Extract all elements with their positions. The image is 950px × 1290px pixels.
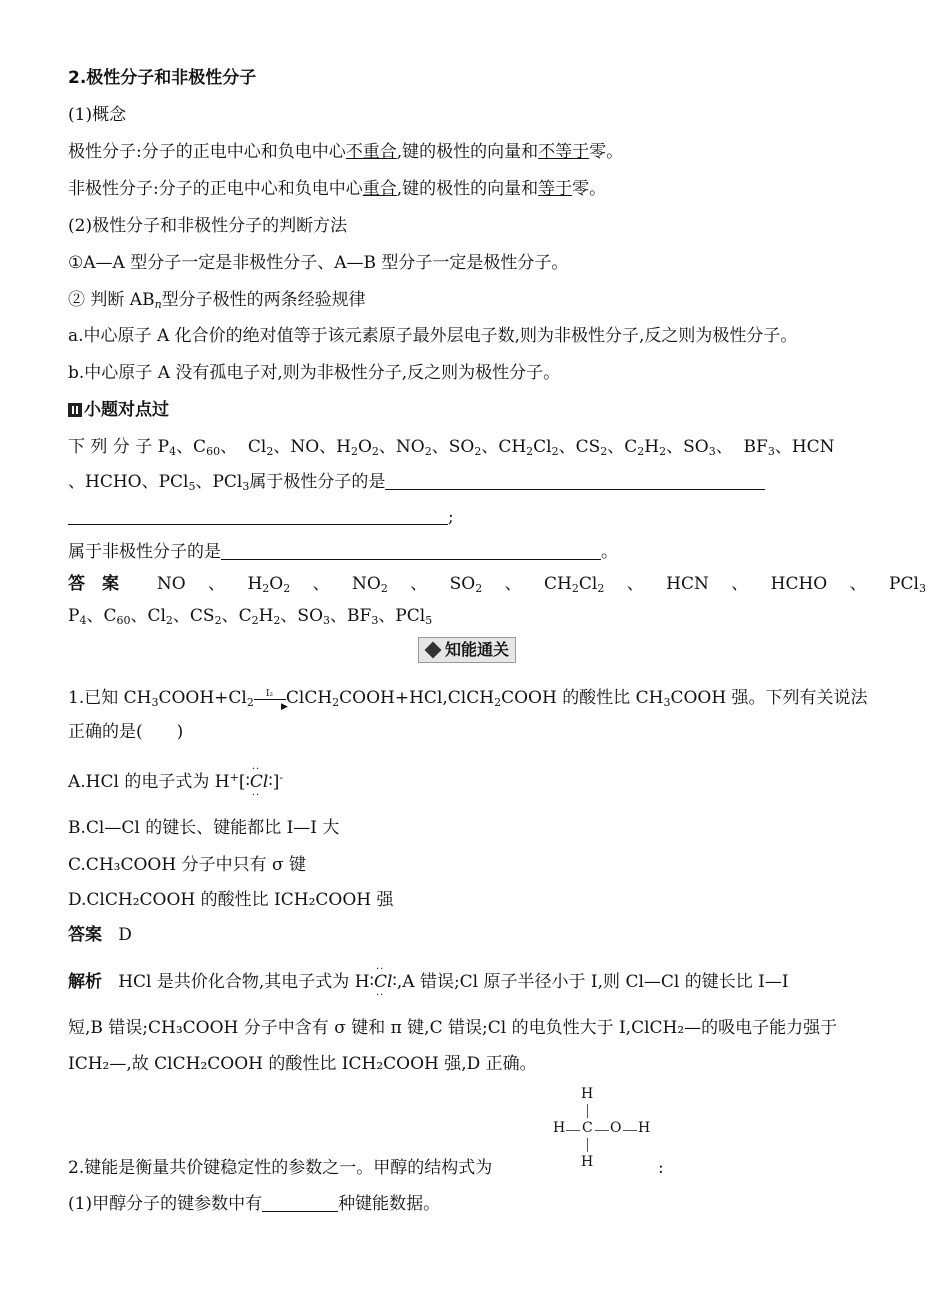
answer-value: D: [118, 925, 132, 945]
q1-option-b: B.Cl—Cl 的键长、键能都比 I—I 大: [68, 818, 340, 838]
text: 1.已知 CH: [68, 688, 152, 708]
atom-h-left: H: [553, 1120, 566, 1136]
underlined-term: 等于: [538, 179, 573, 199]
text: ,键的极性的向量和: [396, 179, 539, 199]
text: (1)甲醇分子的键参数中有: [68, 1194, 263, 1214]
rule-1: ①A—A 型分子一定是非极性分子、A—B 型分子一定是极性分子。: [68, 253, 569, 273]
q1-option-c: C.CH₃COOH 分子中只有 σ 键: [68, 855, 306, 875]
polar-definition: [68, 140, 623, 164]
q1-option-d: D.ClCH₂COOH 的酸性比 ICH₂COOH 强: [68, 890, 394, 910]
quiz-heading: [68, 398, 169, 422]
subscript-n: n: [154, 298, 162, 311]
q1-analysis-line-3: ICH₂—,故 ClCH₂COOH 的酸性比 ICH₂COOH 强,D 正确。: [68, 1054, 537, 1074]
answer-blank[interactable]: [68, 506, 448, 525]
text: A.HCl 的电子式为 H: [68, 772, 230, 792]
section-title: 2.极性分子和非极性分子: [68, 68, 257, 88]
q1-stem-line-2: 正确的是( ): [68, 722, 184, 742]
quiz-tag-icon: [68, 403, 82, 417]
answer-label: 答 案: [68, 574, 119, 594]
text: COOH 强。下列有关说法: [670, 688, 868, 708]
answer-blank[interactable]: [262, 1193, 338, 1212]
answer-label: 答案: [68, 925, 102, 945]
text: 极性分子:分子的正电中心和负电中心: [68, 142, 346, 162]
nonpolar-definition: [68, 177, 606, 201]
q1-analysis-line-1: 解析 HCl 是共价化合物,其电子式为 H∶·· Cl ··∶,A 错误;Cl 原子半径小于 I,则 Cl—Cl 的键长比 I—I: [68, 970, 789, 994]
underlined-term: 不重合: [345, 142, 397, 162]
quiz-question-line-4: 属于非极性分子的是 。: [68, 542, 618, 562]
q2-stem-colon: :: [658, 1158, 664, 1178]
underlined-term: 不等于: [538, 142, 590, 162]
text: 种键能数据。: [338, 1194, 441, 1214]
text: HCl 是共价化合物,其电子式为 H: [118, 972, 370, 992]
methanol-structural-formula: [548, 1086, 658, 1176]
text: 2.键能是衡量共价键稳定性的参数之一。甲醇的结构式为: [68, 1158, 493, 1178]
reaction-condition: I₂: [265, 689, 274, 699]
answer-blank[interactable]: [221, 541, 601, 560]
text: 非极性分子:分子的正电中心和负电中心: [68, 179, 363, 199]
text: 零。: [572, 179, 607, 199]
quiz-question-line-2: 、HCHO、PCl$_5$、PCl$_3$属于极性分子的是: [68, 470, 765, 494]
quiz-answer-line-1: 答 案 NO 、 $H_2O_2$ 、 $NO_2$ 、 $SO_2$ 、 $CH_2Cl_2$ 、 HCN 、 HCHO 、 PCl$_3$: [68, 574, 926, 595]
answer-blank[interactable]: [385, 471, 765, 490]
atom-h-top: H: [581, 1086, 594, 1102]
rule-b: b.中心原子 A 没有孤电子对,则为非极性分子,反之则为极性分子。: [68, 363, 561, 383]
text: ② 判断 AB: [68, 290, 155, 310]
analysis-label: 解析: [68, 972, 102, 992]
atom-o: O: [610, 1120, 622, 1136]
text: 属于非极性分子的是: [68, 542, 221, 562]
atom-h-bottom: H: [581, 1154, 594, 1170]
q1-stem-line-1: 1.已知 $CH_3COOH+Cl_2$ ▶ I₂ ClCH$_2$COOH+HCl,ClCH$_2$COOH 的酸性比 $CH_3COOH$ 强。下列有关说法: [68, 686, 868, 710]
text: 的酸性比 CH: [562, 688, 664, 708]
quiz-question-line-3: ;: [68, 505, 454, 529]
text: 小题对点过: [84, 400, 169, 420]
text: ,键的极性的向量和: [396, 142, 539, 162]
q2-stem: [68, 1156, 492, 1180]
rule-2-heading: [68, 288, 366, 312]
method-heading: (2)极性分子和非极性分子的判断方法: [68, 216, 348, 236]
text: ,A 错误;Cl 原子半径小于 I,则 Cl—Cl 的键长比 I—I: [396, 972, 789, 992]
text: 零。: [589, 142, 624, 162]
concept-heading: (1)概念: [68, 105, 127, 125]
text: 属于极性分子的是: [249, 472, 386, 492]
q1-option-a: A.HCl 的电子式为 H+[∶·· Cl ··∶]-: [68, 770, 283, 794]
underlined-term: 重合: [362, 179, 397, 199]
quiz-answer-line-2: $P_4$、$C_{60}$、$Cl_2$、$CS_2$、$C_2H_2$、$SO_3$、$BF_3$、PCl$_5$: [68, 606, 433, 627]
text: 知能通关: [445, 640, 510, 659]
section-heading: [418, 637, 516, 663]
text: 型分子极性的两条经验规律: [161, 290, 366, 310]
quiz-question-line-1: 下 列 分 子 $P_4$、$C_{60}$、 $Cl_2$、NO、$H_2O_2$、$NO_2$、$SO_2$、$CH_2Cl_2$、$CS_2$、$C_2H_2$、$SO_3$、 $BF_3$、HCN: [68, 437, 835, 458]
atom-h-right: H: [638, 1120, 651, 1136]
diamond-icon: [425, 642, 442, 659]
text: 下 列 分 子 P: [68, 437, 170, 457]
atom-c: C: [582, 1120, 593, 1136]
q1-analysis-line-2: 短,B 错误;CH₃COOH 分子中含有 σ 键和 π 键,C 错误;Cl 的电负性大于 I,ClCH₂—的吸电子能力强于: [68, 1018, 838, 1038]
q1-answer: [68, 923, 132, 947]
q2-sub-question-1: [68, 1192, 440, 1216]
rule-a: a.中心原子 A 化合价的绝对值等于该元素原子最外层电子数,则为非极性分子,反之则为极性分子。: [68, 326, 798, 346]
